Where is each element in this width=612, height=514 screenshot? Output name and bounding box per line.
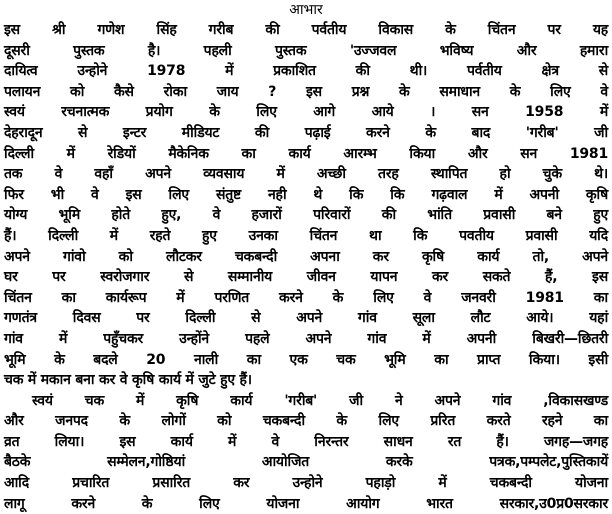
- text-line: देहरादून से इन्टर मीडियट की पढ़ाई करने के बाद 'गरीब' जी: [4, 124, 608, 141]
- text-line: भूमि के बदले 20 नाली का एक चक भूमि का प्राप्त किया। इसी: [4, 351, 608, 368]
- text-line: व्रत लिया। इस कार्य में वे निरन्तर साधन रत हैं। जगह—जगह: [4, 433, 608, 450]
- text-line: स्वयं रचनात्मक प्रयोग के लिए आगे आये । सन 1958 में: [4, 104, 608, 121]
- text-line: योग्य भूमि होते हुए, वे हजारों परिवारों की भांति प्रवासी बने हुए: [4, 207, 608, 224]
- text-line: तक वे वहाँ अपने व्यवसाय में अच्छी तरह स्थापित हो चुके थे।: [4, 166, 608, 183]
- text-line: पलायन को कैसे रोका जाय ? इस प्रश्न के समाधान के लिए वे: [4, 83, 608, 100]
- text-line: गांव में पहुँचकर उन्होंने पहले अपने गांव में अपनी बिखरी—छितरी: [4, 330, 608, 347]
- text-line: दूसरी पुस्तक है। पहली पुस्तक 'उज्जवल भविष्य और हमारा: [4, 42, 608, 59]
- text-line: हैं। दिल्ली में रहते हुए उनका चिंतन था कि पवतीय प्रवासी यदि: [4, 227, 608, 244]
- text-line: गणतंत्र दिवस पर दिल्ली से अपने गांव सूला लौट आये। यहां: [4, 310, 608, 327]
- text-line: घर पर स्वरोजगार से सम्मानीय जीवन यापन कर सकते हैं, इस: [4, 269, 608, 286]
- page-heading: आभार: [289, 2, 323, 18]
- text-line: अपने गांवो को लौटकर चकबन्दी अपना कर कृषि कार्य तो, अपने: [4, 248, 608, 265]
- text-line: फिर भी वे इस लिए संतुष्ट नही थे कि कि गढ़वाल में अपनी कृषि: [4, 186, 608, 203]
- text-line: दिल्ली में रेडियों मैकेनिक का कार्य आरम्भ किया और सन 1981: [4, 145, 608, 162]
- text-line: आदि प्रचारित प्रसारित कर उन्होने पहाड़ो में चकबन्दी योजना: [4, 475, 608, 492]
- body-text: [4, 20, 608, 514]
- text-line: चक में मकान बना कर वे कृषि कार्य में जुटे हुए हैं।: [4, 372, 252, 389]
- text-line: बैठके सम्मेलन,गोष्ठियां आयोजित करके पत्रक,पम्पलेट,पुस्तिकायें: [4, 454, 608, 471]
- text-line: लागू करने के लिए योजना आयोग भारत सरकार,उ0प्र0सरकार: [4, 495, 608, 512]
- text-line: चिंतन का कार्यरूप में परणित करने के लिए वे जनवरी 1981 का: [4, 289, 608, 306]
- text-line: इस श्री गणेश सिंह गरीब की पर्वतीय विकास के चिंतन पर यह: [4, 22, 608, 38]
- text-line: स्वयं चक में कृषि कार्य 'गरीब' जी ने अपने गांव ,विकासखण्ड: [32, 392, 608, 409]
- text-line: और जनपद के लोगों को चकबन्दी के लिए प्ररित करते रहने का: [4, 413, 608, 430]
- text-line: दायित्व उन्होने 1978 में प्रकाशित की थी। पर्वतीय क्षेत्र से: [4, 63, 608, 80]
